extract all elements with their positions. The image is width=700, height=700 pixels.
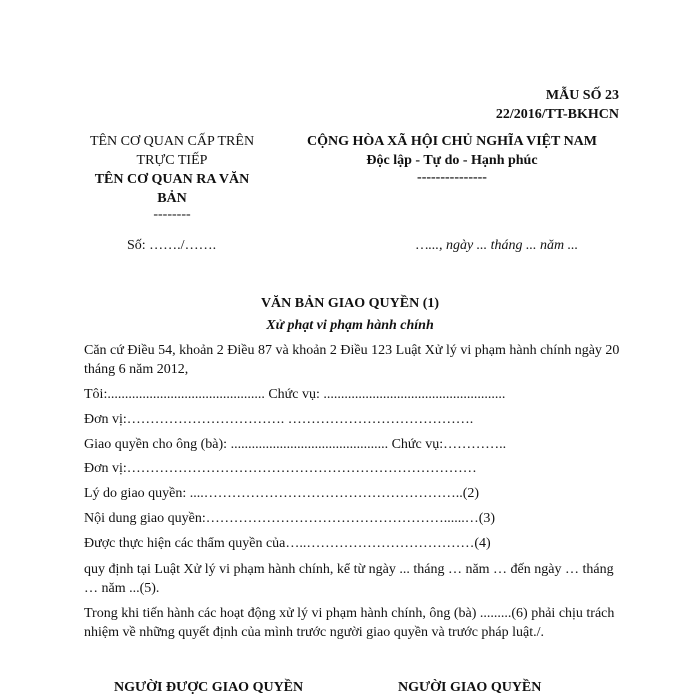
document-number: Số: ……./……. [127, 238, 217, 253]
grantee-line: Giao quyền cho ông (bà): ............................................. Chức vụ:………….. [84, 437, 507, 452]
authority-line: Được thực hiện các thẩm quyền của…..………………………………(4) [84, 536, 491, 551]
superior-agency-line2: TRỰC TIẾP [136, 153, 208, 168]
left-divider: -------- [153, 207, 191, 222]
signature-giver: NGƯỜI GIAO QUYỀN [398, 680, 542, 695]
superior-agency-line1: TÊN CƠ QUAN CẤP TRÊN [89, 134, 255, 149]
grantor-line: Tôi:............................................. Chức vụ: .................................................... [84, 387, 506, 402]
right-header [272, 132, 632, 186]
responsibility-line2: nhiệm về những quyết định của mình trước người giao quyền và trước pháp luật./. [84, 625, 545, 640]
legal-basis-line2: tháng 6 năm 2012, [84, 362, 189, 377]
reason-line: Lý do giao quyền: ....………………………………………………..(2) [84, 486, 480, 501]
document-subtitle: Xử phạt vi phạm hành chính [266, 318, 434, 333]
grantor-unit-line: Đơn vị:……………………………. …………………………………. [84, 412, 474, 427]
grantee-unit-line: Đơn vị:………………………………………………………………… [84, 461, 477, 476]
content-line: Nội dung giao quyền:……………………………………………......…(3) [84, 511, 496, 526]
right-divider: --------------- [417, 170, 487, 185]
issuing-agency-line2: BẢN [157, 191, 187, 206]
form-code: MẪU SỐ 23 [545, 88, 619, 103]
regulation-line1: quy định tại Luật Xử lý vi phạm hành chính, kể từ ngày ... tháng … năm … đến ngày … tháng [84, 562, 614, 577]
regulation-line2: … năm ...(5). [84, 581, 160, 596]
responsibility-line1: Trong khi tiến hành các hoạt động xử lý vi phạm hành chính, ông (bà) .........(6) phải chịu trách [84, 606, 615, 621]
issuing-agency-line1: TÊN CƠ QUAN RA VĂN [94, 172, 250, 187]
national-motto: Độc lập - Tự do - Hạnh phúc [366, 153, 538, 168]
circular-number: 22/2016/TT-BKHCN [495, 107, 619, 122]
national-title: CỘNG HÒA XÃ HỘI CHỦ NGHĨA VIỆT NAM [306, 134, 597, 149]
issue-date: …..., ngày ... tháng ... năm ... [416, 238, 579, 253]
document-title: VĂN BẢN GIAO QUYỀN (1) [260, 296, 440, 311]
legal-basis-line1: Căn cứ Điều 54, khoản 2 Điều 87 và khoản 2 Điều 123 Luật Xử lý vi phạm hành chính ngày 20 [84, 343, 620, 358]
signature-receiver: NGƯỜI ĐƯỢC GIAO QUYỀN [114, 680, 304, 695]
left-header [82, 132, 262, 222]
